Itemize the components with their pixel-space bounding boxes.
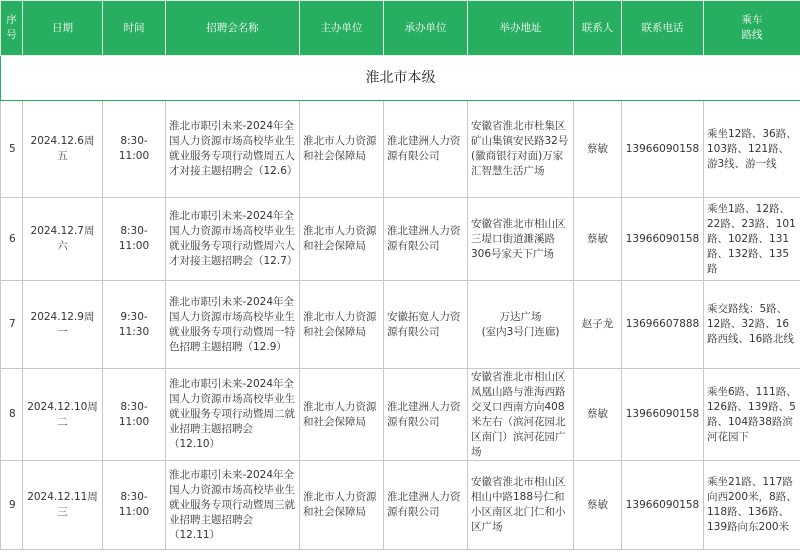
cell-name: 淮北市职引未来-2024年全国人力资源市场高校毕业生就业服务专项行动暨周一特色招聘主题招聘（12.9）: [166, 281, 300, 369]
col-header-bus: [704, 1, 800, 56]
cell-name: 淮北市职引未来-2024年全国人力资源市场高校毕业生就业服务专项行动暨周六人才对接主题招聘会（12.7）: [166, 198, 300, 281]
cell-host: 淮北市人力资源和社会保障局: [300, 198, 384, 281]
cell-phone: 13966090158: [622, 101, 704, 198]
cell-host: 淮北市人力资源和社会保障局: [300, 101, 384, 198]
table-row: [1, 369, 800, 461]
col-header-no: [1, 1, 23, 56]
cell-address: 安徽省淮北市相山区三堤口街道濉溪路306号家天下广场: [468, 198, 574, 281]
cell-address: 安徽省淮北市相山区相山中路188号仁和小区南区北门仁和小区广场: [468, 461, 574, 550]
region-row: [1, 56, 800, 101]
cell-date: 2024.12.9周一: [23, 281, 103, 369]
cell-contact: 赵子龙: [574, 281, 622, 369]
cell-host: 淮北市人力资源和社会保障局: [300, 281, 384, 369]
col-header-host: 主办单位: [300, 1, 384, 56]
cell-no: 8: [1, 369, 23, 461]
cell-organizer: 淮北建洲人力资源有限公司: [384, 461, 468, 550]
cell-organizer: 淮北建洲人力资源有限公司: [384, 198, 468, 281]
cell-contact: 蔡敏: [574, 101, 622, 198]
cell-time: 8:30-11:00: [103, 101, 166, 198]
col-header-date: 日期: [23, 1, 103, 56]
cell-bus: 乘坐12路、36路、103路、121路、游3线、游一线: [704, 101, 800, 198]
cell-date: 2024.12.7周六: [23, 198, 103, 281]
cell-phone: 13696607888: [622, 281, 704, 369]
table-row: [1, 461, 800, 550]
table-row: [1, 198, 800, 281]
cell-address: 安徽省淮北市相山区凤凰山路与淮海西路交叉口西南方向408米左右（滨河花园北区南门）滨河花园广场: [468, 369, 574, 461]
cell-date: 2024.12.6周五: [23, 101, 103, 198]
cell-address: [468, 281, 574, 369]
cell-host: 淮北市人力资源和社会保障局: [300, 461, 384, 550]
table-row: [1, 101, 800, 198]
region-title: 淮北市本级: [1, 56, 800, 101]
cell-phone: 13966090158: [622, 461, 704, 550]
cell-address-text: 万达广场 (室内3号门连廊): [481, 310, 560, 338]
cell-no: 9: [1, 461, 23, 550]
col-header-address: 举办地址: [468, 1, 574, 56]
cell-contact: 蔡敏: [574, 198, 622, 281]
cell-organizer: 淮北建洲人力资源有限公司: [384, 369, 468, 461]
cell-time: 8:30-11:00: [103, 369, 166, 461]
cell-name: 淮北市职引未来-2024年全国人力资源市场高校毕业生就业服务专项行动暨周二就业招聘主题招聘会（12.10）: [166, 369, 300, 461]
cell-organizer: 安徽拓宽人力资源有限公司: [384, 281, 468, 369]
cell-date: 2024.12.11周三: [23, 461, 103, 550]
cell-time: 8:30-11:00: [103, 198, 166, 281]
cell-no: 7: [1, 281, 23, 369]
cell-address: 安徽省淮北市杜集区矿山集镇安民路32号(徽商银行对面)万家汇智慧生活广场: [468, 101, 574, 198]
cell-bus: 乘坐1路、12路、22路、23路、101路、102路、131路、132路、135路: [704, 198, 800, 281]
col-header-phone: 联系电话: [622, 1, 704, 56]
cell-organizer: 淮北建洲人力资源有限公司: [384, 101, 468, 198]
cell-name: 淮北市职引未来-2024年全国人力资源市场高校毕业生就业服务专项行动暨周三就业招聘主题招聘会（12.11）: [166, 461, 300, 550]
cell-no: 6: [1, 198, 23, 281]
col-header-contact: 联系人: [574, 1, 622, 56]
header-row: [1, 1, 800, 56]
cell-phone: 13966090158: [622, 198, 704, 281]
col-header-time: 时间: [103, 1, 166, 56]
col-header-bus-text: 乘车 路线: [741, 14, 763, 41]
cell-bus: 乘坐21路、117路向西200米，8路、118路、136路、139路向东200米: [704, 461, 800, 550]
col-header-no-text: 序 号: [6, 14, 17, 41]
cell-host: 淮北市人力资源和社会保障局: [300, 369, 384, 461]
cell-bus: 乘交路线：5路、12路、32路、16路西线、16路北线: [704, 281, 800, 369]
cell-time: 8:30-11:00: [103, 461, 166, 550]
cell-contact: 蔡敏: [574, 461, 622, 550]
col-header-organizer: 承办单位: [384, 1, 468, 56]
cell-no: 5: [1, 101, 23, 198]
cell-time: 9:30-11:30: [103, 281, 166, 369]
cell-contact: 蔡敏: [574, 369, 622, 461]
cell-bus: 乘坐6路、111路、126路、139路、5路、104路38路滨河花园下: [704, 369, 800, 461]
table-row: [1, 281, 800, 369]
cell-date: 2024.12.10周二: [23, 369, 103, 461]
col-header-name: 招聘会名称: [166, 1, 300, 56]
cell-phone: 13966090158: [622, 369, 704, 461]
cell-name: 淮北市职引未来-2024年全国人力资源市场高校毕业生就业服务专项行动暨周五人才对接主题招聘会（12.6）: [166, 101, 300, 198]
